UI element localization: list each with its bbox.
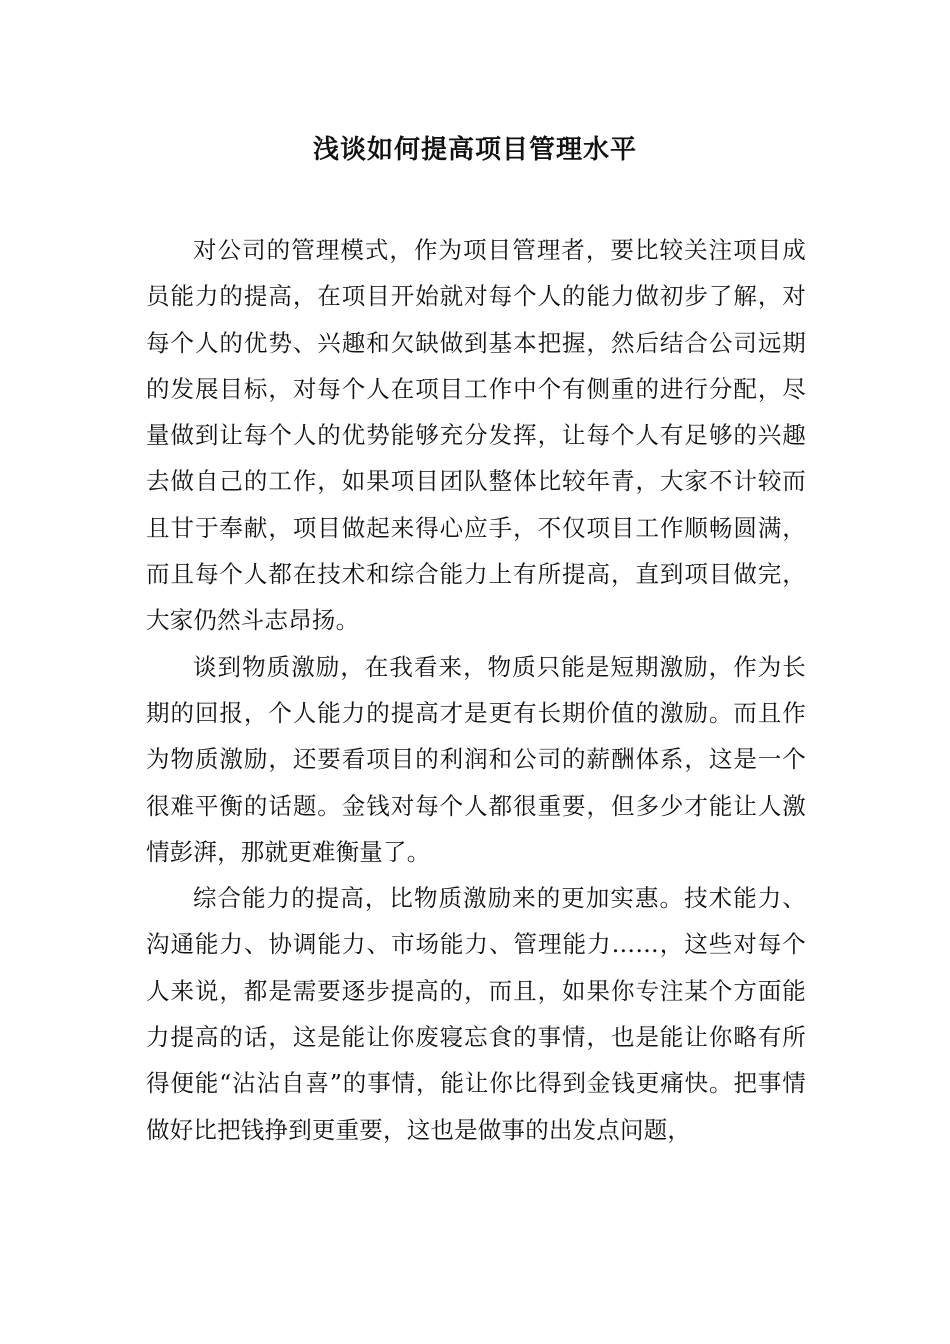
document-body — [146, 227, 806, 1153]
paragraph-1: 对公司的管理模式，作为项目管理者，要比较关注项目成员能力的提高，在项目开始就对每个人的能力做初步了解，对每个人的优势、兴趣和欠缺做到基本把握，然后结合公司远期的发展目标，对每个人在项目工作中个有侧重的进行分配，尽量做到让每个人的优势能够充分发挥，让每个人有足够的兴趣去做自己的工作，如果项目团队整体比较年青，大家不计较而且甘于奉献，项目做起来得心应手，不仅项目工作顺畅圆满，而且每个人都在技术和综合能力上有所提高，直到项目做完，大家仍然斗志昂扬。 — [146, 236, 806, 635]
paragraph-2: 谈到物质激励，在我看来，物质只能是短期激励，作为长期的回报，个人能力的提高才是更有长期价值的激励。而且作为物质激励，还要看项目的利润和公司的薪酬体系，这是一个很难平衡的话题。金钱对每个人都很重要，但多少才能让人激情彭湃，那就更难衡量了。 — [146, 652, 806, 866]
paragraph-3: 综合能力的提高，比物质激励来的更加实惠。技术能力、沟通能力、协调能力、市场能力、管理能力……，这些对每个人来说，都是需要逐步提高的，而且，如果你专注某个方面能力提高的话，这是能让你废寝忘食的事情，也是能让你略有所得便能“沾沾自喜”的事情，能让你比得到金钱更痛快。把事情做好比把钱挣到更重要，这也是做事的出发点问题， — [146, 884, 806, 1144]
document-title: 浅谈如何提高项目管理水平 — [312, 135, 637, 165]
